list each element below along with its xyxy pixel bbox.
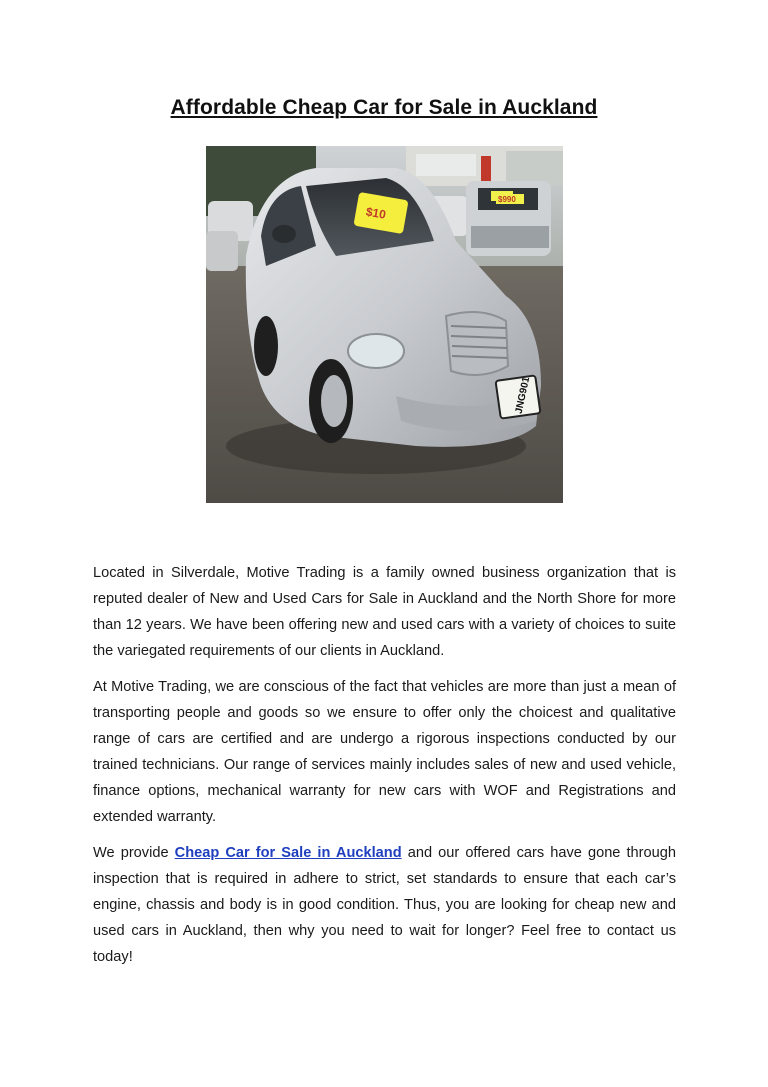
svg-text:$10: $10 (364, 204, 387, 222)
paragraph-contact-rest: and our offered cars have gone through inspection that is required in adhere to strict, set standards to ensure that each car’s engine, chassis and body is in good condition. Thus, you are looking for cheap new and used cars in Auckland, then why you need to wait for longer? Feel free to contact us today! (93, 845, 677, 965)
cheap-car-link[interactable]: Cheap Car for Sale in Auckland (174, 845, 402, 861)
paragraph-contact (93, 840, 676, 970)
page-title: Affordable Cheap Car for Sale in Auckland (170, 96, 598, 119)
paragraph-contact-lead: We provide (93, 845, 175, 861)
paragraph-services: At Motive Trading, we are conscious of the fact that vehicles are more than just a mean of transporting people and goods so we ensure to offer only the choicest and qualitative range of cars are certified and are undergo a rigorous inspections conducted by our trained technicians. Our range of services mainly includes sales of new and used vehicle, finance options, mechanical warranty for new cars with WOF and Registrations and extended warranty. (93, 679, 676, 825)
svg-text:$990: $990 (498, 195, 516, 204)
svg-text:JNG901: JNG901 (513, 376, 533, 415)
car-photo (206, 146, 563, 503)
paragraph-intro: Located in Silverdale, Motive Trading is a family owned business organization that is reputed dealer of New and Used Cars for Sale in Auckland and the North Shore for more than 12 years. We have been offering new and used cars with a variety of choices to suite the variegated requirements of our clients in Auckland. (93, 565, 676, 659)
article-body (93, 560, 676, 980)
